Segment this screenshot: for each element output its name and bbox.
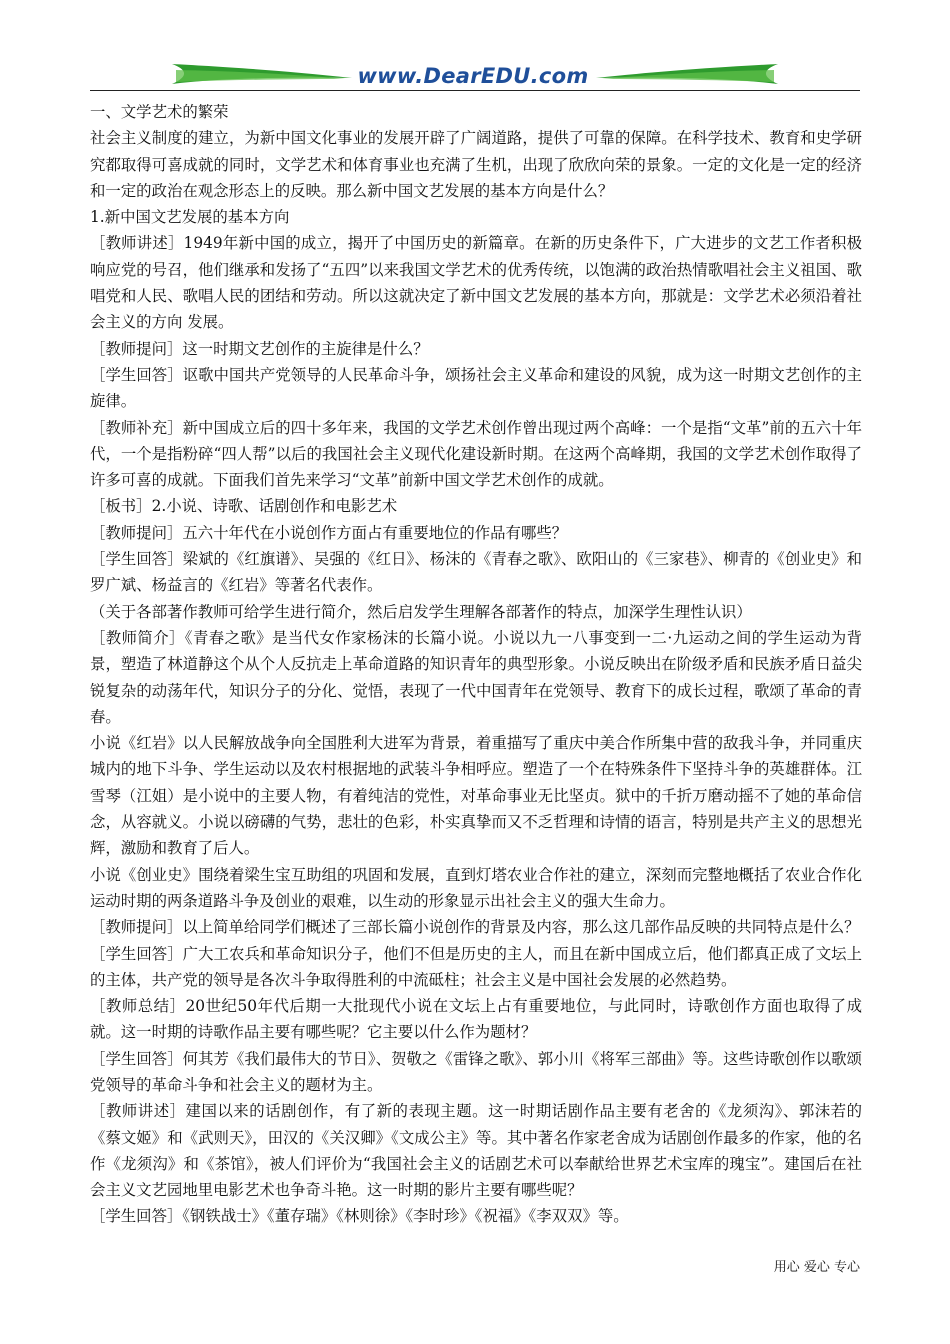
paragraph: ［教师提问］五六十年代在小说创作方面占有重要地位的作品有哪些？ <box>90 523 568 542</box>
paragraph: ［教师提问］以上简单给同学们概述了三部长篇小说创作的背景及内容，那么这几部作品反映的共同特点是什么？ <box>90 918 860 937</box>
header-logo-banner <box>90 58 860 94</box>
site-logo-text: www.DearEDU.com <box>357 64 589 88</box>
paragraph: ［教师提问］这一时期文艺创作的主旋律是什么？ <box>90 339 429 358</box>
section-heading: 一、文学艺术的繁荣 <box>90 103 229 121</box>
paragraph: ［教师补充］新中国成立后的四十多年来，我国的文学艺术创作曾出现过两个高峰：一个是指“文革”前的五六十年代，一个是指粉碎“四人帮”以后的我国社会主义现代化建设新时期。在这两个高峰期，我国的文学艺术创作取得了许多可喜的成就。下面我们首先来学习“文革”前新中国文学艺术创作的成就。 <box>90 418 862 490</box>
page-header <box>90 58 860 94</box>
document-body <box>90 99 862 1230</box>
paragraph: ［教师简介］《青春之歌》是当代女作家杨沫的长篇小说。小说以九一八事变到一二·九运动之间的学生运动为背景，塑造了林道静这个从个人反抗走上革命道路的知识青年的典型形象。小说反映出在阶级矛盾和民族矛盾日益尖锐复杂的动荡年代，知识分子的分化、觉悟，表现了一代中国青年在党领导、教育下的成长过程，歌颂了革命的青春。 <box>90 628 862 726</box>
subsection-heading: 1.新中国文艺发展的基本方向 <box>90 208 290 227</box>
paragraph: ［学生回答］广大工农兵和革命知识分子，他们不但是历史的主人，而且在新中国成立后，他们都真正成了文坛上的主体，共产党的领导是各次斗争取得胜利的中流砥柱；社会主义是中国社会发展的必然趋势。 <box>90 944 862 989</box>
paragraph: ［学生回答］梁斌的《红旗谱》、吴强的《红日》、杨沫的《青春之歌》、欧阳山的《三家巷》、柳青的《创业史》和罗广斌、杨益言的《红岩》等著名代表作。 <box>90 550 862 595</box>
paragraph: ［教师讲述］1949年新中国的成立，揭开了中国历史的新篇章。在新的历史条件下，广大进步的文艺工作者积极响应党的号召，他们继承和发扬了“五四”以来我国文学艺术的优秀传统，以饱满的政治热情歌唱社会主义祖国、歌唱党和人民、歌唱人民的团结和劳动。所以这就决定了新中国文艺发展的基本方向，那就是：文学艺术必须沿着社会主义的方向 发展。 <box>90 234 862 332</box>
page-footer: 用心 爱心 专心 <box>773 1260 860 1275</box>
paragraph: （关于各部著作教师可给学生进行简介，然后启发学生理解各部著作的特点，加深学生理性认识） <box>90 602 752 621</box>
paragraph: ［教师总结］20世纪50年代后期一大批现代小说在文坛上占有重要地位，与此同时，诗歌创作方面也取得了成就。这一时期的诗歌作品主要有哪些呢？它主要以什么作为题材？ <box>90 997 862 1042</box>
paragraph: ［学生回答］《钢铁战士》《董存瑞》《林则徐》《李时珍》《祝福》《李双双》等。 <box>90 1207 629 1226</box>
paragraph: ［学生回答］讴歌中国共产党领导的人民革命斗争，颂扬社会主义革命和建设的风貌，成为这一时期文艺创作的主旋律。 <box>90 365 862 411</box>
paragraph: 小说《创业史》围绕着梁生宝互助组的巩固和发展，直到灯塔农业合作社的建立，深刻而完整地概括了农业合作化运动时期的两条道路斗争及创业的艰难，以生动的形象显示出社会主义的强大生命力。 <box>90 865 862 910</box>
paragraph: ［板书］2.小说、诗歌、话剧创作和电影艺术 <box>90 497 398 516</box>
paragraph: ［学生回答］何其芳《我们最伟大的节日》、贺敬之《雷锋之歌》、郭小川《将军三部曲》等。这些诗歌创作以歌颂党领导的革命斗争和社会主义的题材为主。 <box>90 1049 862 1094</box>
paragraph: ［教师讲述］建国以来的话剧创作，有了新的表现主题。这一时期话剧作品主要有老舍的《龙须沟》、郭沫若的《蔡文姬》和《武则天》，田汉的《关汉卿》《文成公主》等。其中著名作家老舍成为话剧创作最多的作家，他的名作《龙须沟》和《茶馆》，被人们评价为“我国社会主义的话剧艺术可以奉献给世界艺术宝库的瑰宝”。建国后在社会主义文艺园地里电影艺术也争奇斗艳。这一时期的影片主要有哪些呢？ <box>90 1102 862 1200</box>
paragraph: 社会主义制度的建立，为新中国文化事业的发展开辟了广阔道路，提供了可靠的保障。在科学技术、教育和史学研究都取得可喜成就的同时，文学艺术和体育事业也充满了生机，出现了欣欣向荣的景象。一定的文化是一定的经济和一定的政治在观念形态上的反映。那么新中国文艺发展的基本方向是什么？ <box>90 129 862 200</box>
paragraph: 小说《红岩》以人民解放战争向全国胜利大进军为背景，着重描写了重庆中美合作所集中营的敌我斗争，并同重庆城内的地下斗争、学生运动以及农村根据地的武装斗争相呼应。塑造了一个在特殊条件下坚持斗争的英雄群体。江雪琴（江姐）是小说中的主要人物，有着纯洁的党性，对革命事业无比坚贞。狱中的千折万磨动摇不了她的革命信念，从容就义。小说以磅礴的气势，悲壮的色彩，朴实真挚而又不乏哲理和诗情的语言，特别是共产主义的思想光辉，激励和教育了后人。 <box>90 734 862 858</box>
